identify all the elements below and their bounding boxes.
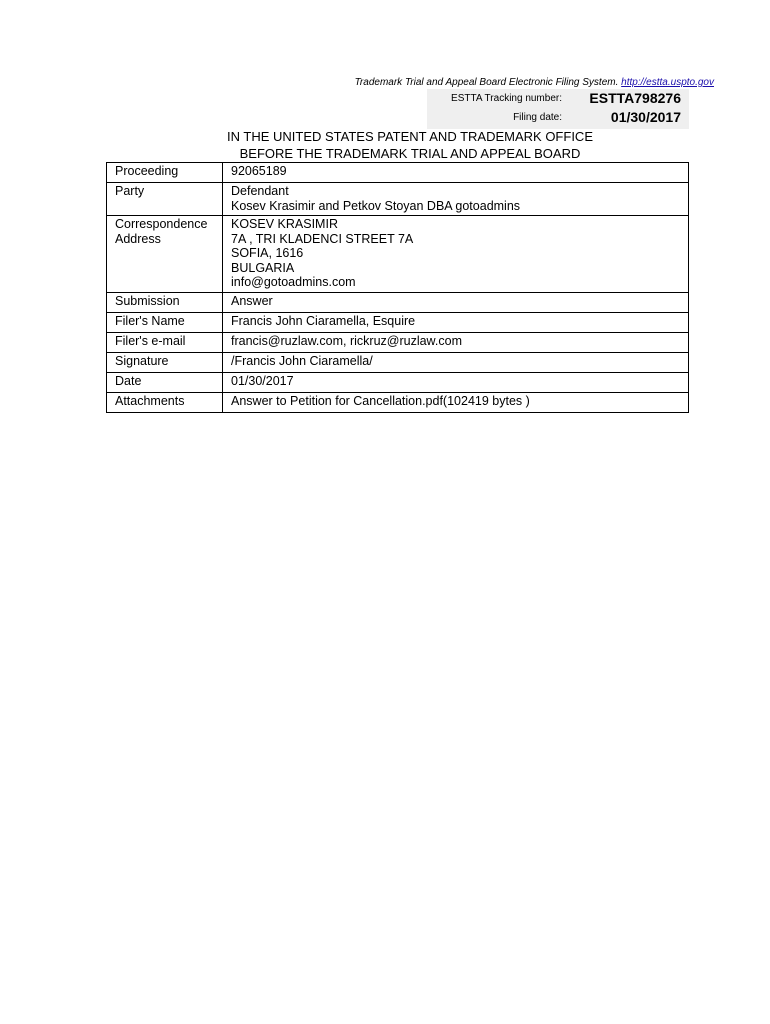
address-line: 7A , TRI KLADENCI STREET 7A <box>231 231 414 246</box>
filer-name-value: Francis John Ciaramella, Esquire <box>223 312 689 332</box>
tracking-number-label: ESTTA Tracking number: <box>451 93 562 104</box>
filing-date-value: 01/30/2017 <box>610 109 681 125</box>
party-label: Party <box>107 183 223 216</box>
address-email: info@gotoadmins.com <box>231 275 356 289</box>
proceeding-value: 92065189 <box>223 163 689 183</box>
attachments-label: Attachments <box>107 392 223 412</box>
tracking-number-row <box>427 89 689 109</box>
submission-value: Answer <box>223 292 689 312</box>
tracking-number-value: ESTTA798276 <box>589 90 681 106</box>
table-row-filer-email <box>107 332 689 352</box>
table-row-submission <box>107 292 689 312</box>
party-name: Kosev Krasimir and Petkov Stoyan DBA gotoadmins <box>231 198 521 213</box>
proceeding-label: Proceeding <box>107 163 223 183</box>
table-row-attachments <box>107 392 689 412</box>
signature-value: /Francis John Ciaramella/ <box>223 352 689 372</box>
tracking-box <box>427 89 689 129</box>
document-title-line-2: BEFORE THE TRADEMARK TRIAL AND APPEAL BOARD <box>239 146 581 161</box>
date-label: Date <box>107 372 223 392</box>
address-line: BULGARIA <box>231 260 295 275</box>
address-line: KOSEV KRASIMIR <box>231 217 338 231</box>
date-value: 01/30/2017 <box>223 372 689 392</box>
party-role: Defendant <box>231 184 289 198</box>
correspondence-label <box>107 216 223 293</box>
table-row-proceeding <box>107 163 689 183</box>
submission-label: Submission <box>107 292 223 312</box>
attachments-value: Answer to Petition for Cancellation.pdf(102419 bytes ) <box>223 392 689 412</box>
filing-system-header <box>355 77 714 88</box>
filing-date-row <box>427 108 689 128</box>
table-row-date <box>107 372 689 392</box>
filer-email-label: Filer's e-mail <box>107 332 223 352</box>
table-row-filer-name <box>107 312 689 332</box>
proceeding-info-table <box>106 162 689 413</box>
correspondence-label-line-2: Address <box>115 231 161 246</box>
filer-email-value: francis@ruzlaw.com, rickruz@ruzlaw.com <box>223 332 689 352</box>
filer-name-label: Filer's Name <box>107 312 223 332</box>
correspondence-label-line-1: Correspondence <box>115 217 208 231</box>
address-line: SOFIA, 1616 <box>231 246 304 260</box>
filing-system-text: Trademark Trial and Appeal Board Electronic Filing System. <box>354 77 619 88</box>
document-title-line-1: IN THE UNITED STATES PATENT AND TRADEMARK OFFICE <box>227 129 593 144</box>
table-row-signature <box>107 352 689 372</box>
table-row-correspondence <box>107 216 689 293</box>
signature-label: Signature <box>107 352 223 372</box>
filing-date-label: Filing date: <box>513 112 562 123</box>
correspondence-address <box>223 216 689 293</box>
party-value <box>223 183 689 216</box>
estta-link[interactable]: http://estta.uspto.gov <box>621 77 714 88</box>
table-row-party <box>107 183 689 216</box>
